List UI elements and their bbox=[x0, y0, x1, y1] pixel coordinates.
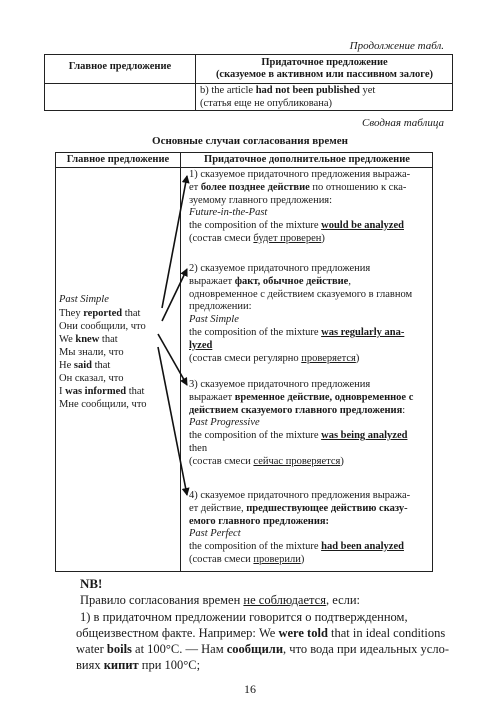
main-clause-example: I was informed that bbox=[59, 386, 145, 397]
case-past-simple: 2) сказуемое придаточного предложения выражает факт, обычное действие, одновременное с действием сказуемого в главном предложении: Past Simple the composition of the mixture was regularly ana- lyzed (состав смеси регулярно проверяется) bbox=[189, 263, 413, 364]
tense-arrows bbox=[56, 153, 434, 573]
main-clause-translation: Мы знали, что bbox=[59, 347, 124, 358]
case-past-progressive: 3) сказуемое придаточного предложения выражает временное действие, одновременное с действием сказуемого главного предложения: Past Progressive the composition of the mixture was being analyzed then (состав смеси сейчас проверяется) bbox=[189, 379, 414, 467]
arrow-to-case-2 bbox=[162, 269, 187, 321]
main-clause-example: They reported that bbox=[59, 308, 141, 319]
table-header-main: Главное предложение bbox=[66, 154, 170, 165]
case-future-in-past: 1) сказуемое придаточного предложения выража- ет более позднее действие по отношению к ска- зуемому главного предложения: Future-in-the-Past the composition of the mixture would be analyzed (состав смеси будет проверен) bbox=[189, 169, 411, 244]
table-header-sub-note: (сказуемое в активном или пассивном залоге) bbox=[215, 69, 434, 80]
arrow-to-case-1 bbox=[162, 176, 187, 308]
main-clause-example: We knew that bbox=[59, 334, 118, 345]
table-header-main: Главное предложение bbox=[68, 61, 172, 72]
main-clause-translation: Они сообщили, что bbox=[59, 321, 146, 332]
table-cell-translation: (статья еще не опубликована) bbox=[200, 98, 333, 109]
main-clause-translation: Он сказал, что bbox=[59, 373, 124, 384]
summary-table bbox=[55, 152, 433, 572]
exception-paragraph-line: water boils at 100°C. — Нам сообщили, что вода при идеальных усло- bbox=[76, 642, 449, 656]
main-clause-example: He said that bbox=[59, 360, 111, 371]
table-header-sub: Придаточное предложение bbox=[261, 57, 388, 68]
summary-table-label: Сводная таблица bbox=[362, 117, 444, 129]
page-number: 16 bbox=[244, 682, 256, 696]
exception-paragraph-line: общеизвестном факте. Например: We were told that in ideal conditions bbox=[76, 626, 446, 640]
rule-intro: Правило согласования времен не соблюдается, если: bbox=[80, 593, 361, 607]
arrow-to-case-3 bbox=[158, 334, 187, 385]
table-header-sub: Придаточное дополнительное предложение bbox=[204, 154, 410, 165]
case-past-perfect: 4) сказуемое придаточного предложения выража- ет действие, предшествующее действию сказу- емого главного предложения: Past Perfect the composition of the mixture had been analyzed (состав смеси проверили) bbox=[189, 490, 411, 565]
exception-paragraph-line: виях кипит при 100°C; bbox=[76, 658, 201, 672]
main-clause-translation: Мне сообщили, что bbox=[59, 399, 147, 410]
table-title: Основные случаи согласования времен bbox=[152, 135, 348, 147]
continuation-label: Продолжение табл. bbox=[349, 40, 444, 52]
arrow-to-case-4 bbox=[158, 347, 187, 495]
table-continuation bbox=[44, 54, 453, 111]
table-cell-example: b) the article had not been published yet bbox=[200, 85, 376, 96]
main-clause-tense: Past Simple bbox=[59, 294, 109, 305]
nb-heading: NB! bbox=[80, 576, 103, 591]
table-divider bbox=[45, 83, 452, 84]
exception-paragraph-line: 1) в придаточном предложении говорится о подтвержденном, bbox=[80, 610, 408, 624]
